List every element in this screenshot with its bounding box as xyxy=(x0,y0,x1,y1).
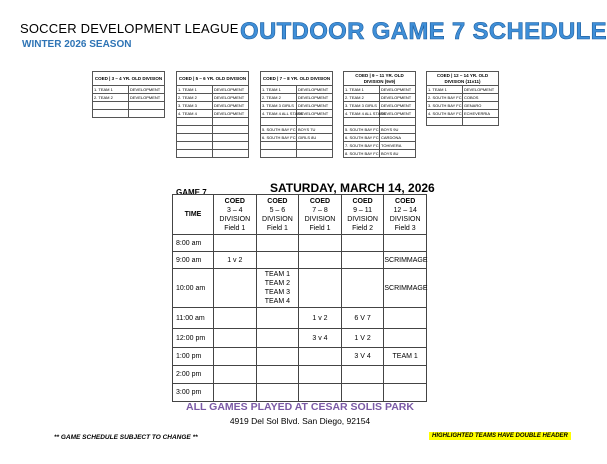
game-label: GAME 7 xyxy=(176,188,207,197)
team-name: 6. SOUTH BAY FC xyxy=(345,134,379,140)
team-line: TEAM 2 xyxy=(264,280,291,287)
team-name: 3. TEAM 3 GIRLS xyxy=(344,102,380,110)
team-note: DEVELOPMENT xyxy=(380,94,416,102)
matchup-cell xyxy=(341,269,384,308)
division-row xyxy=(261,94,333,102)
team-note xyxy=(213,134,249,142)
team-name: 8. SOUTH BAY FC xyxy=(345,150,379,156)
team-name: 4. TEAM 4 ALL STARS xyxy=(262,110,303,116)
column-header-line: COED xyxy=(224,197,245,205)
team-line: TEAM 3 xyxy=(264,289,291,296)
division-row xyxy=(344,94,416,102)
matchup-cell xyxy=(214,235,257,252)
division-row xyxy=(93,102,165,110)
team-note xyxy=(297,118,333,126)
team-note: COBOS xyxy=(463,94,499,102)
matchup-cell xyxy=(341,366,384,384)
division-table xyxy=(176,71,249,158)
team-note xyxy=(213,126,249,134)
matchup-cell xyxy=(299,366,342,384)
time-slot-row xyxy=(173,384,427,402)
team-name xyxy=(93,110,129,118)
column-header-line: DIVISION xyxy=(347,215,378,223)
division-row xyxy=(261,102,333,110)
column-header-line: COED xyxy=(395,197,416,205)
time-slot-row xyxy=(173,269,427,308)
team-note: DEVELOPMENT xyxy=(213,86,249,94)
team-name: 7. SOUTH BAY FC xyxy=(345,142,379,148)
division-row xyxy=(344,150,416,158)
matchup-cell xyxy=(341,384,384,402)
team-name: 6. SOUTH BAY FC xyxy=(262,134,296,140)
matchup-cell xyxy=(384,235,427,252)
division-row xyxy=(177,94,249,102)
time-slot: 12:00 pm xyxy=(173,329,214,348)
column-header-line: 3 – 4 xyxy=(227,206,243,214)
time-slot-row xyxy=(173,329,427,348)
column-header-line: Field 3 xyxy=(394,224,416,232)
team-note: DEVELOPMENT xyxy=(129,94,165,102)
time-slot-row xyxy=(173,308,427,329)
team-line: TEAM 4 xyxy=(264,298,291,305)
division-row xyxy=(177,134,249,142)
division-row xyxy=(344,86,416,94)
division-row xyxy=(261,126,333,134)
matchup-cell: TEAM 1 xyxy=(384,348,427,366)
column-header-line: 12 – 14 xyxy=(393,206,417,214)
team-note: BOYS 9U xyxy=(380,126,416,134)
division-table xyxy=(343,71,416,158)
team-name: 2. TEAM 2 xyxy=(261,94,297,102)
page-title: OUTDOOR GAME 7 SCHEDULE xyxy=(240,18,607,45)
division-row xyxy=(177,102,249,110)
time-slot: 10:00 am xyxy=(173,269,214,308)
matchup-cell: 6 V 7 xyxy=(341,308,384,329)
team-name: 1. TEAM 1 xyxy=(177,86,213,94)
team-name xyxy=(344,118,380,126)
team-note xyxy=(129,110,165,118)
team-note xyxy=(129,102,165,110)
team-note: DEVELOPMENT xyxy=(297,94,333,102)
team-name: 2. TEAM 2 xyxy=(344,94,380,102)
matchup-cell: 3 v 4 xyxy=(299,329,342,348)
matchup-cell xyxy=(299,235,342,252)
team-name xyxy=(261,142,297,150)
team-name: 5. SOUTH BAY FC xyxy=(262,126,296,132)
division-header: COED | 9 – 11 YR. OLD DIVISION (9v9) xyxy=(344,72,416,86)
matchup-cell: 3 V 4 xyxy=(341,348,384,366)
column-header-line: COED xyxy=(352,197,373,205)
division-row xyxy=(93,110,165,118)
team-name xyxy=(261,150,297,158)
team-note xyxy=(297,150,333,158)
division-row xyxy=(177,150,249,158)
team-note xyxy=(463,118,499,126)
division-row xyxy=(427,86,499,94)
matchup-cell xyxy=(256,366,299,384)
matchup-cell xyxy=(214,269,257,308)
team-note: DEVELOPMENT xyxy=(463,86,499,94)
team-note: DEVELOPMENT xyxy=(213,102,249,110)
division-row xyxy=(177,142,249,150)
team-name xyxy=(177,150,213,158)
team-note xyxy=(213,150,249,158)
team-note: DEVELOPMENT xyxy=(380,110,416,118)
time-slot: 11:00 am xyxy=(173,308,214,329)
team-name xyxy=(93,102,129,110)
matchup-cell xyxy=(256,329,299,348)
division-header: COED | 7 – 8 YR. OLD DIVISION xyxy=(261,72,333,86)
division-table xyxy=(92,71,165,118)
matchup-cell xyxy=(256,308,299,329)
time-slot: 1:00 pm xyxy=(173,348,214,366)
column-header-line: DIVISION xyxy=(262,215,293,223)
time-slot-row xyxy=(173,348,427,366)
column-header-line: DIVISION xyxy=(389,215,421,223)
game-schedule-table xyxy=(172,194,427,402)
matchup-cell: SCRIMMAGE xyxy=(384,269,427,308)
matchup-cell: SCRIMMAGE xyxy=(384,252,427,269)
matchup-cell xyxy=(256,252,299,269)
division-row xyxy=(427,110,499,118)
column-header-line: DIVISION xyxy=(304,215,336,223)
team-note: DEVELOPMENT xyxy=(213,110,249,118)
team-name xyxy=(177,134,213,142)
division-row xyxy=(261,150,333,158)
team-name xyxy=(177,126,213,134)
team-name: 1. TEAM 1 xyxy=(427,86,463,94)
team-note xyxy=(213,142,249,150)
team-note: TOHIVERA xyxy=(380,142,416,150)
team-line: TEAM 1 xyxy=(264,271,291,278)
double-header-note: HIGHLIGHTED TEAMS HAVE DOUBLE HEADER xyxy=(429,432,571,440)
column-header-line: DIVISION xyxy=(219,215,251,223)
division-row xyxy=(427,102,499,110)
team-note: DEVELOPMENT xyxy=(380,102,416,110)
division-row xyxy=(261,110,333,118)
division-table xyxy=(260,71,333,158)
matchup-cell xyxy=(256,235,299,252)
venue-address: 4919 Del Sol Blvd. San Diego, 92154 xyxy=(229,416,371,426)
matchup-cell: 1 v 2 xyxy=(299,308,342,329)
time-column-header: TIME xyxy=(173,195,214,235)
season-label: WINTER 2026 SEASON xyxy=(22,39,132,50)
matchup-cell xyxy=(299,384,342,402)
division-column-header xyxy=(341,195,384,235)
team-note: DEVELOPMENT xyxy=(129,86,165,94)
matchup-cell xyxy=(384,384,427,402)
division-row xyxy=(344,142,416,150)
division-row xyxy=(344,134,416,142)
time-slot-row xyxy=(173,252,427,269)
matchup-cell: 1 v 2 xyxy=(214,252,257,269)
matchup-cell xyxy=(384,329,427,348)
venue-notice: ALL GAMES PLAYED AT CESAR SOLIS PARK xyxy=(186,401,414,413)
division-row xyxy=(344,102,416,110)
division-header: COED | 3 – 4 YR. OLD DIVISION xyxy=(93,72,165,86)
division-table xyxy=(426,71,499,126)
column-header-line: COED xyxy=(267,197,288,205)
division-row xyxy=(177,126,249,134)
team-name: 4. TEAM 4 xyxy=(177,110,213,118)
division-row xyxy=(261,86,333,94)
team-note: DEVELOPMENT xyxy=(297,86,333,94)
division-row xyxy=(427,118,499,126)
team-note: DEVELOPMENT xyxy=(380,86,416,94)
matchup-cell xyxy=(214,329,257,348)
time-slot: 9:00 am xyxy=(173,252,214,269)
column-header-line: Field 1 xyxy=(224,224,246,232)
matchup-cell xyxy=(299,348,342,366)
team-name: 3. SOUTH BAY FC xyxy=(428,102,462,108)
column-header-line: 5 – 6 xyxy=(269,206,286,214)
team-name: 2. TEAM 2 xyxy=(93,94,129,102)
team-note: DEVELOPMENT xyxy=(297,102,333,110)
matchup-cell xyxy=(214,384,257,402)
matchup-cell xyxy=(256,348,299,366)
team-name xyxy=(427,118,463,126)
schedule-date: SATURDAY, MARCH 14, 2026 xyxy=(270,181,435,195)
division-row xyxy=(177,110,249,118)
team-name: 1. TEAM 1 xyxy=(261,86,297,94)
division-column-header xyxy=(299,195,342,235)
team-note: CARDONA xyxy=(380,134,416,142)
matchup-cell xyxy=(256,269,299,308)
time-slot-row xyxy=(173,366,427,384)
column-header-line: Field 2 xyxy=(352,224,374,232)
team-note xyxy=(380,118,416,126)
matchup-cell xyxy=(214,348,257,366)
division-row xyxy=(177,86,249,94)
division-row xyxy=(261,118,333,126)
team-note: DEVELOPMENT xyxy=(213,94,249,102)
matchup-cell: 1 V 2 xyxy=(341,329,384,348)
time-slot-row xyxy=(173,235,427,252)
time-slot: 8:00 am xyxy=(173,235,214,252)
matchup-cell xyxy=(341,235,384,252)
division-row xyxy=(344,118,416,126)
team-note: BOYS 8U xyxy=(380,150,416,158)
division-row xyxy=(93,94,165,102)
division-column-header xyxy=(384,195,427,235)
team-note: ECHEVERRIA xyxy=(463,110,499,118)
team-note: GENARO xyxy=(463,102,499,110)
division-row xyxy=(344,110,416,118)
column-header-line: COED xyxy=(309,197,331,205)
division-header: COED | 5 – 6 YR. OLD DIVISION xyxy=(177,72,249,86)
team-name: 1. TEAM 1 xyxy=(344,86,380,94)
matchup-cell xyxy=(214,308,257,329)
division-row xyxy=(261,134,333,142)
division-row xyxy=(344,126,416,134)
matchup-cell xyxy=(214,366,257,384)
division-header: COED | 12 – 14 YR. OLD DIVISION (11v11) xyxy=(427,72,499,86)
team-note xyxy=(213,118,249,126)
matchup-cell xyxy=(256,384,299,402)
matchup-cell xyxy=(299,269,342,308)
matchup-cell xyxy=(384,308,427,329)
time-slot: 2:00 pm xyxy=(173,366,214,384)
schedule-header-row xyxy=(173,195,427,235)
team-name: 5. SOUTH BAY FC xyxy=(345,126,379,132)
division-column-header xyxy=(214,195,257,235)
team-name xyxy=(261,118,297,126)
team-name: 1. TEAM 1 xyxy=(93,86,129,94)
team-name: 3. TEAM 3 xyxy=(177,102,213,110)
team-note: DEVELOPMENT xyxy=(297,110,333,118)
column-header-line: 9 – 11 xyxy=(353,206,373,214)
team-name: 3. TEAM 3 GIRLS xyxy=(261,102,297,110)
team-note: GIRLS 8U xyxy=(297,134,333,142)
league-name: SOCCER DEVELOPMENT LEAGUE xyxy=(20,21,239,36)
team-note xyxy=(297,142,333,150)
column-header-line: 7 – 8 xyxy=(312,206,328,214)
team-note: BOYS 7U xyxy=(297,126,333,134)
matchup-cell xyxy=(299,252,342,269)
division-row xyxy=(177,118,249,126)
division-column-header xyxy=(256,195,299,235)
team-name xyxy=(177,142,213,150)
division-row xyxy=(427,94,499,102)
schedule-change-note: ** GAME SCHEDULE SUBJECT TO CHANGE ** xyxy=(54,434,198,441)
matchup-cell xyxy=(341,252,384,269)
column-header-line: Field 1 xyxy=(266,224,288,232)
team-name xyxy=(177,118,213,126)
team-name: 2. TEAM 2 xyxy=(177,94,213,102)
matchup-cell xyxy=(384,366,427,384)
team-name: 4. SOUTH BAY FC xyxy=(428,110,462,116)
division-row xyxy=(261,142,333,150)
division-row xyxy=(93,86,165,94)
team-name: 2. SOUTH BAY FC xyxy=(428,94,462,100)
time-slot: 3:00 pm xyxy=(173,384,214,402)
column-header-line: Field 1 xyxy=(309,224,331,232)
team-name: 4. TEAM 4 ALL STARS xyxy=(345,110,386,116)
